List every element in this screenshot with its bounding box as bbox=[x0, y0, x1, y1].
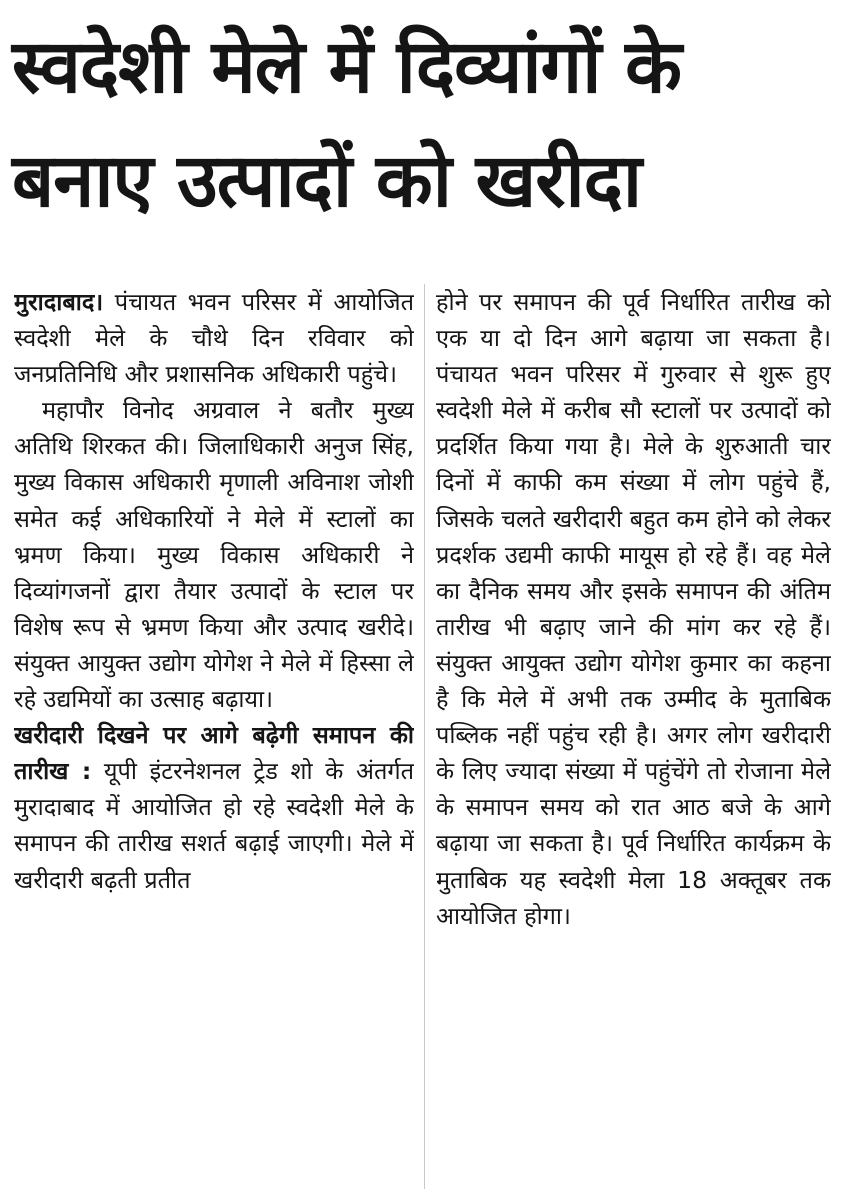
left-para-1 bbox=[14, 284, 414, 392]
column-divider bbox=[424, 284, 425, 1189]
left-para-3-text: यूपी इंटरनेशनल ट्रेड शो के अंतर्गत मुरादाबाद में आयोजित हो रहे स्वदेशी मेले के समापन की तारीख सशर्त बढ़ाई जाएगी। मेले में खरीदारी बढ़ती प्रतीत bbox=[14, 757, 414, 894]
article-column-right bbox=[436, 284, 831, 1189]
left-para-1-text: पंचायत भवन परिसर में आयोजित स्वदेशी मेले के चौथे दिन रविवार को जनप्रतिनिधि और प्रशासनिक अधिकारी पहुंचे। bbox=[14, 288, 414, 389]
right-para-1: होने पर समापन की पूर्व निर्धारित तारीख को एक या दो दिन आगे बढ़ाया जा सकता है। पंचायत भवन परिसर में गुरुवार से शुरू हुए स्वदेशी मेले में करीब सौ स्टालों पर उत्पादों को प्रदर्शित किया गया है। मेले के शुरुआती चार दिनों में काफी कम संख्या में लोग पहुंचे हैं, जिसके चलते खरीदारी बहुत कम होने को लेकर प्रदर्शक उद्यमी काफी मायूस हो रहे हैं। वह मेले का दैनिक समय और इसके समापन की अंतिम तारीख भी बढ़ाए जाने की मांग कर रहे हैं। संयुक्त आयुक्त उद्योग योगेश कुमार का कहना है कि मेले में अभी तक उम्मीद के मुताबिक पब्लिक नहीं पहुंच रही है। अगर लोग खरीदारी के लिए ज्यादा संख्या में पहुंचेंगे तो रोजाना मेले के समापन समय को रात आठ बजे के आगे बढ़ाया जा सकता है। पूर्व निर्धारित कार्यक्रम के मुताबिक यह स्वदेशी मेला 18 अक्तूबर तक आयोजित होगा। bbox=[436, 288, 831, 930]
headline: स्वदेशी मेले में दिव्यांगों के बनाए उत्पादों को खरीदा bbox=[12, 24, 681, 224]
left-para-2: महापौर विनोद अग्रवाल ने बतौर मुख्य अतिथि शिरकत की। जिलाधिकारी अनुज सिंह, मुख्य विकास अधिकारी मृणाली अविनाश जोशी समेत कई अधिकारियों ने मेले में स्टालों का भ्रमण किया। मुख्य विकास अधिकारी ने दिव्यांगजनों द्वारा तैयार उत्पादों के स्टाल पर विशेष रूप से भ्रमण किया और उत्पाद खरीदे। संयुक्त आयुक्त उद्योग योगेश ने मेले में हिस्सा ले रहे उद्यमियों का उत्साह बढ़ाया। bbox=[14, 396, 414, 714]
left-para-3 bbox=[14, 717, 414, 897]
article-column-left bbox=[14, 284, 414, 1189]
subheading: खरीदारी दिखने पर आगे बढ़ेगी समापन की तारीख : bbox=[14, 721, 414, 786]
dateline: मुरादाबाद। bbox=[14, 288, 104, 316]
